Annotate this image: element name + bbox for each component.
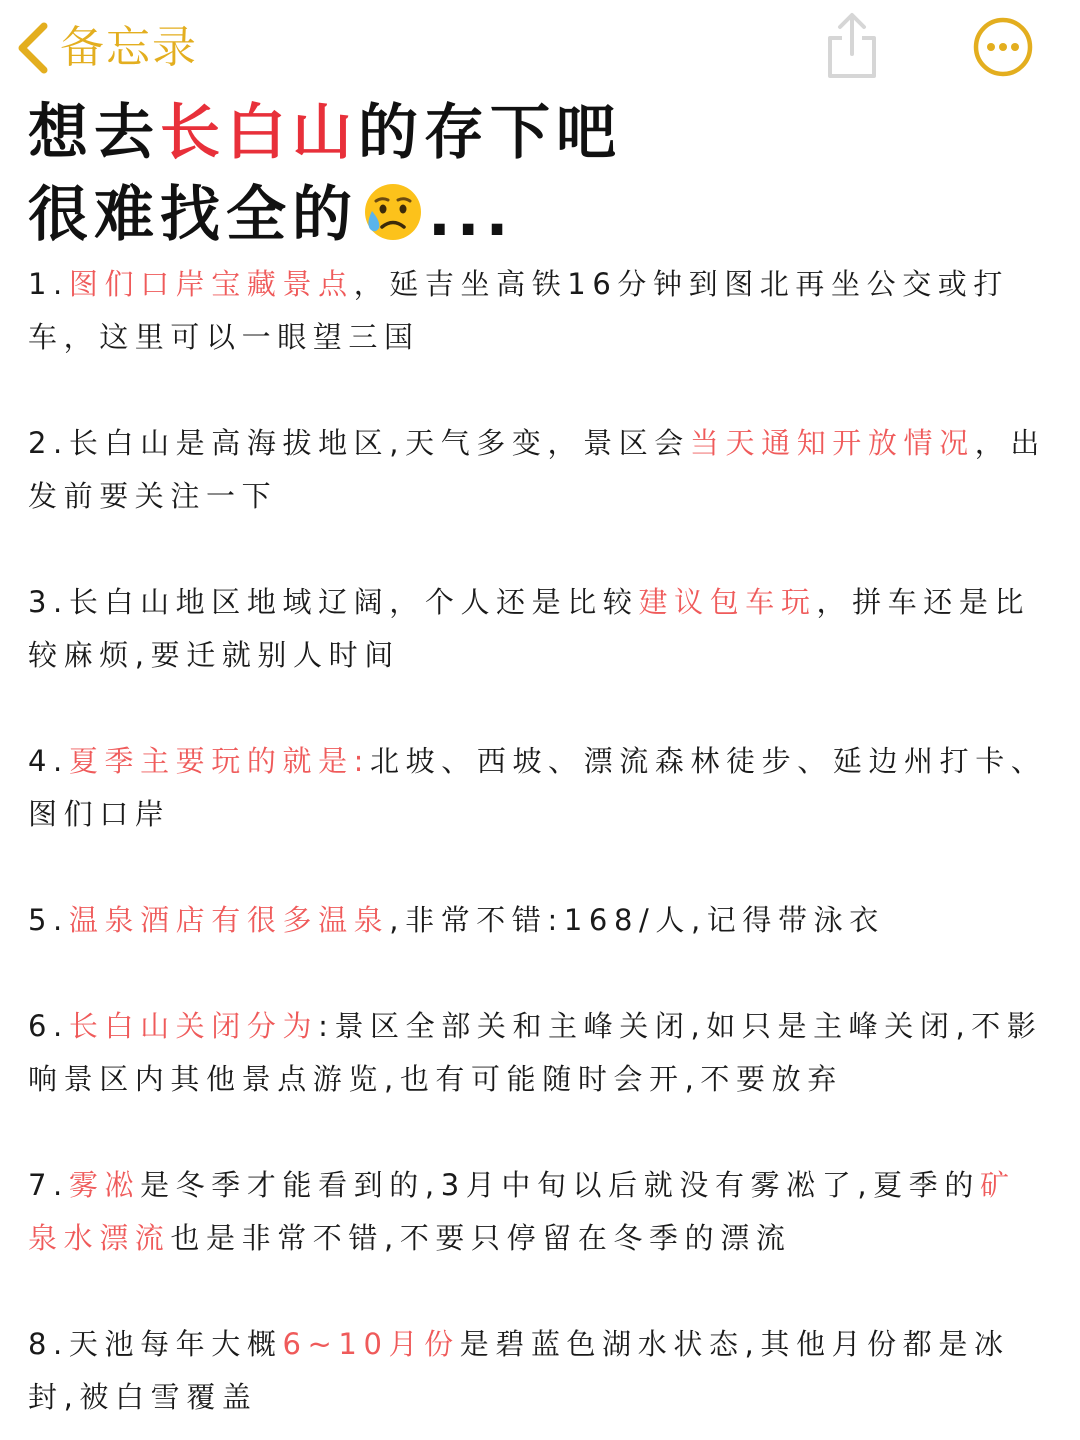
item-text: 长白山是高海拔地区,天气多变，景区会 (68, 426, 690, 460)
item-number: 1. (28, 267, 69, 301)
more-icon (972, 16, 1034, 78)
more-button[interactable] (972, 16, 1034, 78)
item-highlight: 夏季主要玩的就是: (68, 744, 371, 778)
title-text: 很难找全的 (28, 180, 358, 250)
item-highlight: 温泉酒店有很多温泉 (68, 903, 390, 937)
item-highlight: 矿泉水漂流 (28, 1168, 1016, 1255)
share-icon (822, 10, 882, 80)
item-highlight: 长白山关闭分为 (68, 1009, 319, 1043)
item-text: ，延吉坐高铁16分钟到图北再坐公交或打车，这里可以一眼望三国 (28, 267, 1009, 354)
chevron-left-icon (14, 20, 50, 76)
item-number: 7. (28, 1168, 69, 1202)
blank-line (28, 841, 1050, 894)
title-text: 想去 (28, 98, 160, 168)
item-text: ，拼车还是比较麻烦,要迁就别人时间 (28, 585, 1031, 672)
item-text: 长白山地区地域辽阔，个人还是比较 (68, 585, 639, 619)
item-text: 北坡、西坡、漂流森林徒步、延边州打卡、图们口岸 (28, 744, 1047, 831)
list-item (28, 1000, 1050, 1106)
list-item (28, 417, 1050, 523)
item-highlight: 建议包车玩 (638, 585, 817, 619)
title-highlight: 长白山 (160, 98, 358, 168)
item-text: 天池每年大概 (68, 1327, 283, 1361)
item-highlight: 6~10月份 (282, 1327, 460, 1361)
blank-line (28, 364, 1050, 417)
item-highlight: 当天通知开放情况 (689, 426, 975, 460)
blank-line (28, 523, 1050, 576)
note-body (28, 258, 1050, 1424)
sad-sweat-emoji-icon (362, 181, 424, 243)
item-number: 6. (28, 1009, 69, 1043)
list-item (28, 1159, 1050, 1265)
back-button[interactable] (14, 18, 198, 78)
item-text: 是冬季才能看到的,3月中旬以后就没有雾凇了,夏季的 (140, 1168, 980, 1202)
item-number: 5. (28, 903, 69, 937)
item-text: 是碧蓝色湖水状态,其他月份都是冰封,被白雪覆盖 (28, 1327, 1010, 1414)
list-item (28, 735, 1050, 841)
list-item (28, 576, 1050, 682)
title-line-2 (28, 174, 1058, 256)
title-text: 的存下吧 (358, 98, 622, 168)
item-text: 也是非常不错,不要只停留在冬季的漂流 (170, 1221, 792, 1255)
item-highlight: 雾凇 (68, 1168, 141, 1202)
blank-line (28, 1106, 1050, 1159)
item-number: 4. (28, 744, 69, 778)
item-number: 3. (28, 585, 69, 619)
item-text: :景区全部关和主峰关闭,如只是主峰关闭,不影响景区内其他景点游览,也有可能随时会开,不要放弃 (28, 1009, 1043, 1096)
back-label: 备忘录 (60, 22, 198, 73)
note-title (28, 92, 1058, 256)
item-highlight: 图们口岸宝藏景点 (68, 267, 354, 301)
blank-line (28, 682, 1050, 735)
item-text: ,非常不错:168/人,记得带泳衣 (389, 903, 885, 937)
blank-line (28, 1265, 1050, 1318)
title-ellipsis: ... (428, 180, 515, 250)
title-line-1 (28, 92, 1058, 174)
list-item (28, 1318, 1050, 1424)
nav-bar (0, 0, 1080, 90)
blank-line (28, 947, 1050, 1000)
share-button[interactable] (822, 10, 882, 80)
item-text: ，出发前要关注一下 (28, 426, 1046, 513)
list-item (28, 258, 1050, 364)
item-number: 2. (28, 426, 69, 460)
list-item (28, 894, 1050, 947)
item-number: 8. (28, 1327, 69, 1361)
